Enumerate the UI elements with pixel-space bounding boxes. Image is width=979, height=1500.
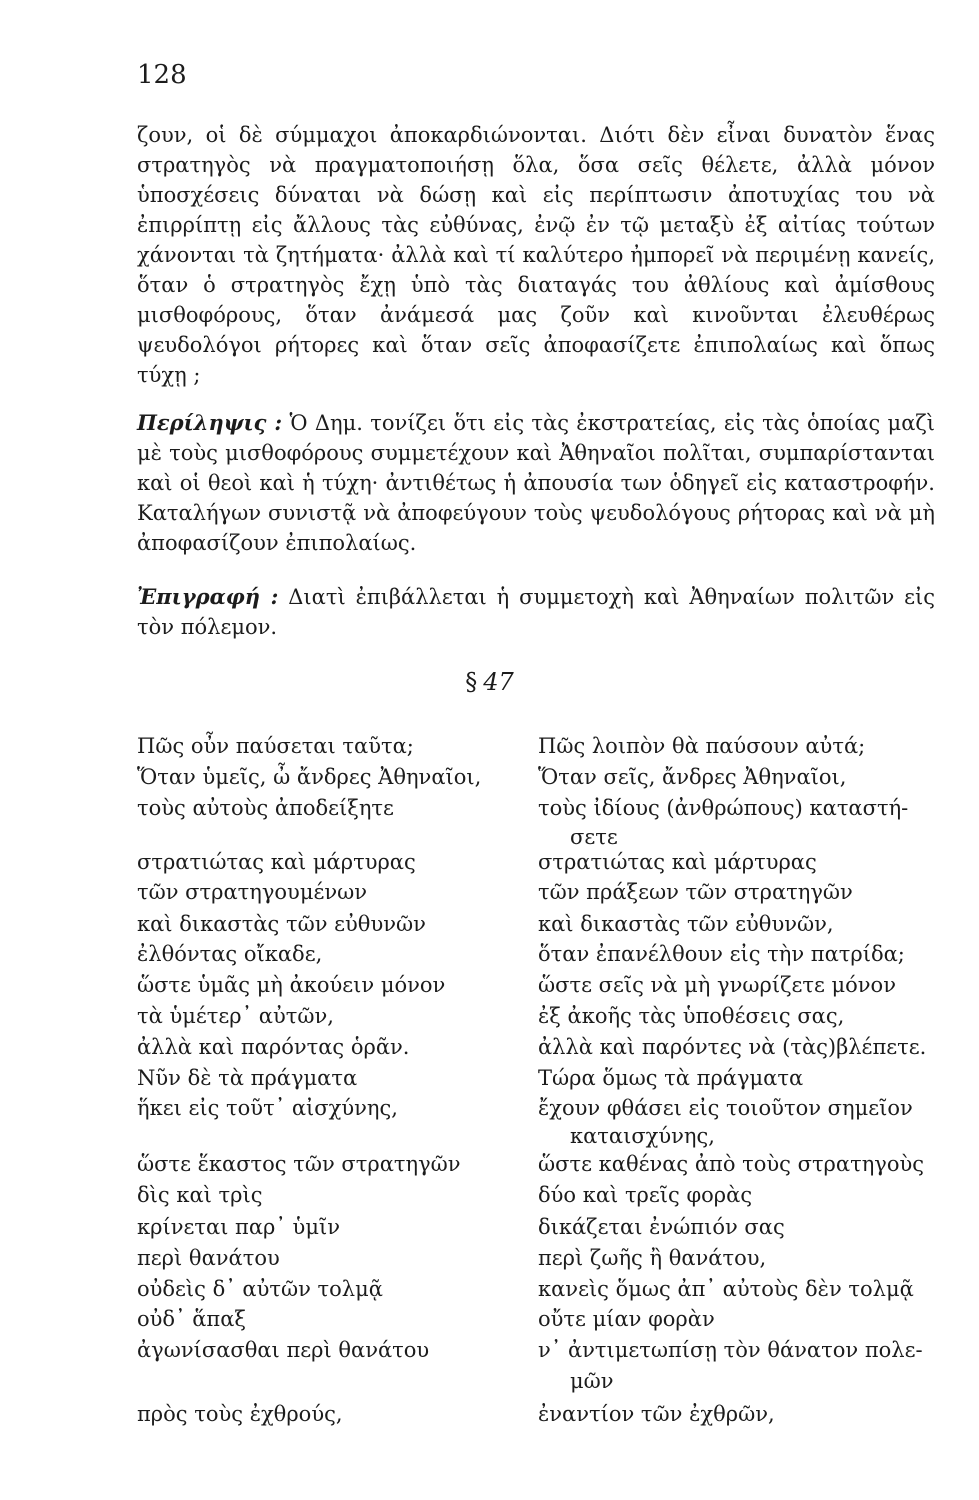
original-line: δὶς καὶ τρὶς [137,1183,263,1207]
translation-line: Ὅταν σεῖς, ἄνδρες Ἀθηναῖοι, [538,765,847,789]
translation-line: δύο καὶ τρεῖς φορὰς [538,1183,753,1207]
epigraph-label: Ἐπιγραφή : [137,584,279,609]
original-line: ὥστε ἕκαστος τῶν στρατηγῶν [137,1152,461,1176]
translation-line: δικάζεται ἐνώπιόν σας [538,1215,785,1239]
original-line: οὐδεὶς δ᾽ αὐτῶν τολμᾷ [137,1277,383,1301]
original-line: τὰ ὑμέτερ᾽ αὐτῶν, [137,1004,334,1028]
original-line: Πῶς οὖν παύσεται ταῦτα; [137,734,414,758]
original-line: ἐλθόντας οἴκαδε, [137,942,323,966]
summary-paragraph [137,408,935,558]
summary-label: Περίληψις : [137,410,283,435]
translation-line: περὶ ζωῆς ἢ θανάτου, [538,1246,767,1270]
original-line: ἀλλὰ καὶ παρόντας ὁρᾶν. [137,1035,410,1059]
original-line: ἥκει εἰς τοῦτ᾽ αἰσχύνης, [137,1096,398,1120]
section-number: 47 [483,668,514,696]
translation-line: ἔχουν φθάσει εἰς τοιοῦτον σημεῖον [538,1096,913,1120]
original-line: Ὅταν ὑμεῖς, ὦ ἄνδρες Ἀθηναῖοι, [137,765,482,789]
translation-line: Πῶς λοιπὸν θὰ παύσουν αὐτά; [538,734,866,758]
original-line: οὐδ᾽ ἅπαξ [137,1307,246,1331]
original-line: καὶ δικαστὰς τῶν εὐθυνῶν [137,912,426,936]
epigraph-text: Διατὶ ἐπιβάλλεται ἡ συμμετοχὴ καὶ Ἀθηναίων πολιτῶν εἰς τὸν πόλεμον. [137,585,935,639]
section-symbol: § [465,668,478,696]
translation-line: τοὺς ἰδίους (ἀνθρώπους) καταστή- [538,796,909,820]
translation-line: κανεὶς ὅμως ἀπ᾽ αὐτοὺς δὲν τολμᾷ [538,1277,914,1301]
translation-line: ἐναντίον τῶν ἐχθρῶν, [538,1402,775,1426]
original-line: ἀγωνίσασθαι περὶ θανάτου [137,1338,430,1362]
original-line: περὶ θανάτου [137,1246,280,1270]
original-line: τῶν στρατηγουμένων [137,880,368,904]
translation-line: καὶ δικαστὰς τῶν εὐθυνῶν, [538,912,834,936]
translation-line: Τώρα ὅμως τὰ πράγματα [538,1066,804,1090]
page-number: 128 [137,60,187,90]
original-line: τοὺς αὐτοὺς ἀποδείξητε [137,796,394,820]
summary-text: Ὁ Δημ. τονίζει ὅτι εἰς τὰς ἐκστρατείας, εἰς τὰς ὁποίας μαζὶ μὲ τοὺς μισθοφόρους συμμετέχουν καὶ Ἀθηναῖοι πολῖται, συμπαρίστανται καὶ οἱ θεοὶ καὶ ἡ τύχη· ἀντιθέτως ἡ ἀπουσία των ὁδηγεῖ εἰς καταστροφήν. Καταλήγων συνιστᾷ νὰ ἀποφεύγουν τοὺς ψευδολόγους ρήτορας καὶ νὰ μὴ ἀποφασίζουν ἐπιπολαίως. [137,411,935,555]
original-line: πρὸς τοὺς ἐχθρούς, [137,1402,343,1426]
section-heading [0,668,979,696]
epigraph-paragraph [137,582,935,642]
translation-line: καταισχύνης, [570,1124,715,1148]
translation-line: ν᾽ ἀντιμετωπίσῃ τὸν θάνατον πολε- [538,1338,923,1362]
original-line: ὥστε ὑμᾶς μὴ ἀκούειν μόνον [137,973,446,997]
translation-line: στρατιώτας καὶ μάρτυρας [538,850,817,874]
translation-line: ὥστε καθένας ἀπὸ τοὺς στρατηγοὺς [538,1152,925,1176]
translation-line: ὥστε σεῖς νὰ μὴ γνωρίζετε μόνον [538,973,896,997]
original-line: Νῦν δὲ τὰ πράγματα [137,1066,358,1090]
translation-line: οὔτε μίαν φορὰν [538,1307,715,1331]
translation-line: ἀλλὰ καὶ παρόντες νὰ (τὰς)βλέπετε. [538,1035,927,1059]
translation-line: μῶν [570,1369,614,1393]
translation-line: ὅταν ἐπανέλθουν εἰς τὴν πατρίδα; [538,942,905,966]
translation-line: τῶν πράξεων τῶν στρατηγῶν [538,880,853,904]
translation-line: σετε [570,825,618,849]
original-line: κρίνεται παρ᾽ ὑμῖν [137,1215,340,1239]
original-line: στρατιώτας καὶ μάρτυρας [137,850,416,874]
intro-paragraph: ζουν, οἱ δὲ σύμμαχοι ἀποκαρδιώνονται. Διότι δὲν εἶναι δυνατὸν ἕνας στρατηγὸς νὰ πραγματοποιήσῃ ὅλα, ὅσα σεῖς θέλετε, ἀλλὰ μόνον ὑποσχέσεις δύναται νὰ δώσῃ καὶ εἰς περίπτωσιν ἀποτυχίας του νὰ ἐπιρρίπτῃ εἰς ἄλλους τὰς εὐθύνας, ἐνῷ ἐν τῷ μεταξὺ ἐξ αἰτίας τούτων χάνονται τὰ ζητήματα· ἀλλὰ καὶ τί καλύτερο ἠμπορεῖ νὰ περιμένῃ κανείς, ὅταν ὁ στρατηγὸς ἔχῃ ὑπὸ τὰς διαταγάς του ἀθλίους καὶ ἀμίσθους μισθοφόρους, ὅταν ἀνάμεσά μας ζοῦν καὶ κινοῦνται ἐλευθέρως ψευδολόγοι ρήτορες καὶ ὅταν σεῖς ἀποφασίζετε ἐπιπολαίως καὶ ὅπως τύχῃ ; [137,123,935,387]
translation-line: ἐξ ἀκοῆς τὰς ὑποθέσεις σας, [538,1004,845,1028]
